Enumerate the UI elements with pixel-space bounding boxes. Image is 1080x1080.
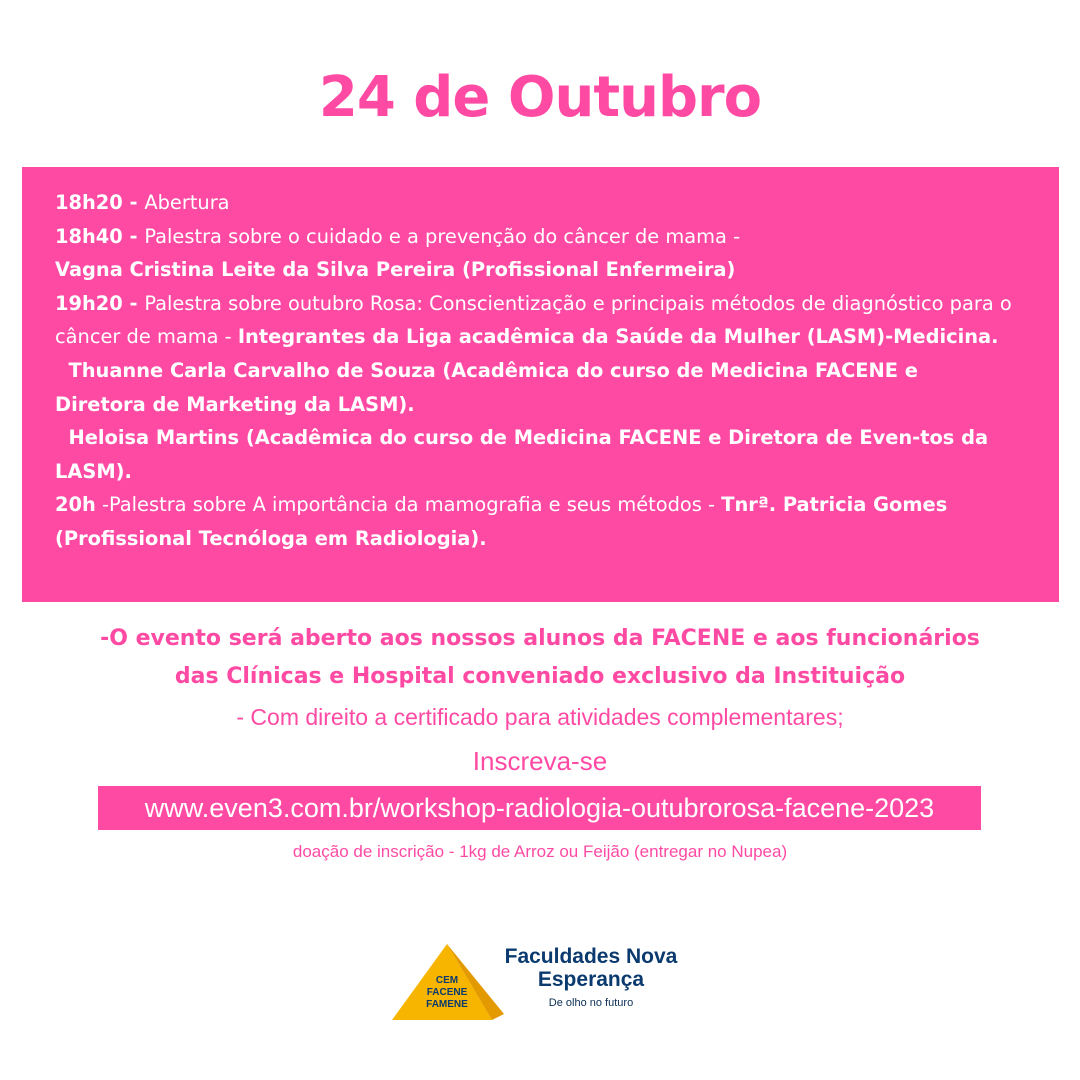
register-label: Inscreva-se: [472, 746, 608, 776]
institution-name: [486, 945, 696, 991]
schedule-item: [55, 488, 1015, 555]
schedule-description: Palestra sobre outubro Rosa: Conscientização e principais métodos de diagnóstico para o câncer de mama -: [55, 291, 1012, 349]
schedule-speaker: Vagna Cristina Leite da Silva Pereira (Profissional Enfermeira): [55, 258, 736, 282]
schedule-item: [55, 354, 1015, 421]
schedule-description: Abertura: [144, 191, 230, 214]
schedule-speaker: Integrantes da Liga acadêmica da Saúde da Mulher (LASM)-Medicina.: [237, 325, 999, 349]
institution-name-line2: Esperança: [537, 968, 645, 991]
schedule-speaker: Tnrª. Patricia Gomes (Profissional Tecnóloga em Radiologia).: [55, 493, 948, 550]
schedule-separator: -: [95, 493, 109, 517]
logo-text-facene: FACENE: [426, 987, 468, 998]
schedule-time: 20h: [55, 493, 96, 517]
audience-note: -O evento será aberto aos nossos alunos da FACENE e aos funcionários: [100, 626, 980, 651]
institution-tagline: De olho no futuro: [548, 997, 634, 1009]
schedule-time: 18h40: [55, 224, 123, 248]
schedule-item: [55, 220, 1015, 287]
registration-link[interactable]: www.even3.com.br/workshop-radiologia-outubrorosa-facene-2023: [98, 786, 981, 830]
schedule-description: Palestra sobre o cuidado e a prevenção do câncer de mama -: [144, 224, 741, 248]
logo-text-famene: FAMENE: [426, 999, 468, 1010]
schedule-item: [55, 186, 1015, 220]
schedule-speaker: Heloisa Martins (Acadêmica do curso de Medicina FACENE e Diretora de Even-tos da LASM).: [55, 426, 995, 483]
certificate-note: - Com direito a certificado para atividades complementares;: [236, 704, 844, 730]
schedule-time: 19h20: [55, 291, 123, 315]
schedule-separator: -: [122, 224, 145, 248]
donation-note: doação de inscrição - 1kg de Arroz ou Feijão (entregar no Nupea): [292, 842, 788, 861]
schedule-time: 18h20: [55, 191, 123, 214]
schedule-speaker: Thuanne Carla Carvalho de Souza (Acadêmica do curso de Medicina FACENE e Diretora de Marketing da LASM).: [55, 358, 925, 416]
schedule-separator: -: [122, 291, 145, 315]
schedule-list: [55, 186, 1015, 556]
logo-text-cem: CEM: [435, 975, 459, 986]
schedule-item: [55, 421, 1015, 488]
schedule-description: Palestra sobre A importância da mamografia e seus métodos -: [108, 493, 722, 517]
audience-note-continued: das Clínicas e Hospital conveniado exclusivo da Instituição: [174, 664, 906, 689]
schedule-separator: -: [122, 191, 145, 214]
page-title: 24 de Outubro: [318, 65, 762, 130]
institution-name-line1: Faculdades Nova: [504, 945, 678, 968]
schedule-item: [55, 287, 1015, 354]
